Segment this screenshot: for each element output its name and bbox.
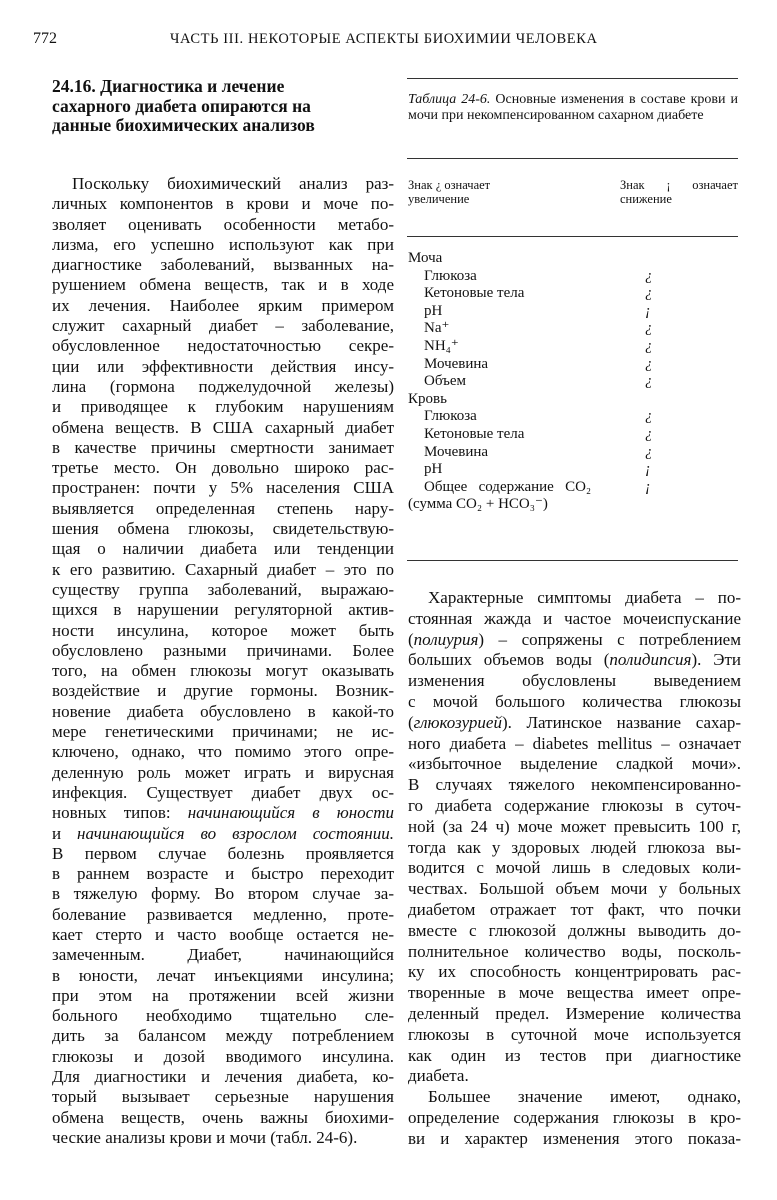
text-line [408, 630, 741, 651]
table-row [408, 479, 738, 497]
table-row-label: Общее содержание CO₂ [424, 478, 592, 495]
table-row [408, 496, 738, 514]
text-line: с мочой большого количества глюкозы [408, 691, 741, 711]
increase-mark: ¿ [645, 373, 653, 390]
text-line: новение диабета обусловлено в какой-то [52, 701, 394, 721]
text-line: глюкозы и дозой вводимого инсулина. [52, 1046, 394, 1066]
text-line: ку их способность концентрировать рас- [408, 962, 741, 982]
table-row [408, 461, 738, 479]
table-bottom-rule [407, 560, 738, 561]
text-line: лина (гормона поджелудочной железы) [52, 376, 394, 396]
text-line: водится с мочой лишь в следовых коли- [408, 858, 741, 878]
text-line: чествах. Большой объем мочи у больных [408, 879, 741, 899]
italic-term: начинающийся в юности [187, 803, 394, 823]
running-title: ЧАСТЬ III. НЕКОТОРЫЕ АСПЕКТЫ БИОХИМИИ ЧЕЛОВЕКА [170, 31, 598, 47]
page-number: 772 [33, 30, 57, 47]
text-line: рушением обмена веществ, так и в ходе [52, 275, 394, 295]
text-segment: ( [408, 712, 414, 732]
text-line: обусловленное недостаточностью секре- [52, 336, 394, 356]
table-top-rule [407, 78, 738, 79]
text-line: к его развитию. Сахарный диабет – это по [52, 559, 394, 579]
table-caption [408, 92, 738, 123]
text-line: Поскольку биохимический анализ раз- [72, 174, 394, 193]
text-line: определение содержания глюкозы в кро- [408, 1107, 741, 1127]
text-line: диабетом отражает тот факт, что почки [408, 899, 741, 919]
text-line: стоянная жажда и частое мочеиспускание [408, 608, 741, 628]
text-line: щая о наличии диабета или тенденции [52, 539, 394, 559]
text-line: выявляется определенная степень нару- [52, 498, 394, 518]
table-row [408, 426, 738, 444]
increase-mark: ¿ [645, 425, 653, 442]
table-row-label: Na⁺ [424, 320, 450, 337]
text-line: ции или эффективности действия инсу- [52, 356, 394, 376]
text-line: ключено, однако, что помимо этого опре- [52, 742, 394, 762]
text-line: обмена веществ, очень важны биохими- [52, 1107, 394, 1127]
text-line: в раннем возрасте и быстро переходит [52, 864, 394, 884]
text-line: деленный предел. Измерение количества [408, 1003, 741, 1023]
text-line: дить за балансом между потреблением [52, 1026, 394, 1046]
text-line: Характерные симптомы диабета – по- [428, 588, 741, 607]
text-line: обусловлено разными причинами. Более [52, 640, 394, 660]
text-line: обмена веществ. В США сахарный диабет [52, 417, 394, 437]
text-line: служит сахарный диабет – заболевание, [52, 316, 394, 336]
table-header-increase: Знак ¿ означает увеличение [408, 178, 491, 206]
text-line: в качестве причины смертности занимает [52, 437, 394, 457]
table-row [408, 250, 738, 268]
table-header-rule [407, 236, 738, 237]
table-row [408, 391, 738, 409]
table-row [408, 285, 738, 303]
increase-mark: ¿ [645, 285, 653, 302]
text-line: как один из тестов при диагностике [408, 1045, 741, 1065]
text-line: тогда как у здоровых людей глюкоза вы- [408, 837, 741, 857]
table-row-label: Моча [408, 250, 443, 266]
table-row-label: Кетоновые тела [424, 285, 525, 302]
text-line: и приводящее к глубоким нарушениям [52, 397, 394, 417]
section-heading: 24.16. Диагностика и лечение сахарного диабета опираются на данные биохимических анализов [52, 76, 315, 135]
text-line: третье место. Он довольно широко рас- [52, 458, 394, 478]
text-line: творенные в моче вещества имеет опре- [408, 983, 741, 1003]
table-row [408, 356, 738, 374]
table-caption-label: Таблица 24-6. [408, 92, 491, 107]
italic-term: глюкозурией [413, 712, 502, 732]
text-line: кает стерто и часто вообще остается не- [52, 924, 394, 944]
text-line: ного диабета – diabetes mellitus – означает [408, 733, 741, 753]
text-line: личных компонентов в крови и моче по- [52, 194, 394, 214]
table-row-label: Кетоновые тела [424, 425, 525, 442]
text-line: «избыточное выделение сладкой мочи». [408, 754, 741, 774]
text-line: в тяжелую форму. Во втором случае за- [52, 884, 394, 904]
table-row-label: Мочевина [424, 355, 489, 372]
text-line: того, на обмен глюкозы могут оказывать [52, 661, 394, 681]
text-line [52, 824, 394, 844]
italic-term: начинающийся во взрослом состоянии. [77, 823, 394, 843]
text-line: ческие анализы крови и мочи (табл. 24-6). [52, 1127, 358, 1147]
text-line: при этом на протяжении всей жизни [52, 985, 394, 1005]
text-line: больного необходимо тщательно сле- [52, 1006, 394, 1026]
table-row-label: pH [424, 302, 443, 319]
text-line: Для диагностики и лечения диабета, ко- [52, 1067, 394, 1087]
table-row-label: Кровь [408, 390, 447, 407]
decrease-mark: ¡ [645, 302, 651, 319]
text-line: изменения обусловлены выведением [408, 671, 741, 691]
text-line: вместе с глюкозой должны выводить до- [408, 920, 741, 940]
table-row [408, 268, 738, 286]
text-line [408, 713, 741, 734]
text-segment: больших объемов воды ( [408, 650, 610, 670]
increase-mark: ¿ [645, 443, 653, 460]
table-row-label: NH₄⁺ [424, 337, 459, 354]
table-row [408, 338, 738, 356]
increase-mark: ¿ [645, 355, 653, 372]
table-row [408, 408, 738, 426]
text-line: полнительное количество воды, посколь- [408, 941, 741, 961]
table-row-label: (сумма CO₂ + HCO₃⁻) [408, 496, 548, 513]
table-row-label: Объем [424, 373, 466, 390]
text-line: болевание развивается медленно, проте- [52, 904, 394, 924]
text-line [408, 650, 741, 671]
text-line: ности инсулина, которое может быть [52, 620, 394, 640]
increase-mark: ¿ [645, 320, 653, 337]
text-segment: ) – сопряжены с потреблением [478, 629, 741, 649]
left-column-text [52, 174, 394, 1148]
increase-mark: ¿ [645, 337, 653, 354]
text-segment: ( [408, 629, 414, 649]
text-line: Большее значение имеют, однако, [428, 1087, 741, 1107]
text-line: глюкозы в суточной моче используется [408, 1024, 741, 1044]
italic-term: полиурия [413, 629, 479, 649]
table-row [408, 444, 738, 462]
table-row [408, 373, 738, 391]
text-line: зволяет оценивать особенности метабо- [52, 214, 394, 234]
table-row-label: Мочевина [424, 443, 489, 460]
table-caption-rule [407, 158, 738, 159]
text-line [52, 803, 394, 823]
text-line: В случаях тяжелого некомпенсированно- [408, 775, 741, 795]
text-line: замеченным. Диабет, начинающийся [52, 945, 394, 965]
text-line: щихся в нарушении регуляторной актив- [52, 600, 394, 620]
text-segment: новных типов: [52, 803, 188, 823]
table-row-label: Глюкоза [424, 267, 477, 284]
table-body [408, 250, 738, 514]
text-line: В первом случае болезнь проявляется [52, 843, 394, 863]
text-line: торый вызывает серьезные нарушения [52, 1087, 394, 1107]
right-column-text [408, 588, 741, 1150]
text-line: существу группа заболеваний, выражаю- [52, 579, 394, 599]
table-row-label: Глюкоза [424, 408, 477, 425]
text-line: шения обмена глюкозы, свидетельствую- [52, 519, 394, 539]
italic-term: полидипсия [609, 650, 692, 670]
text-segment: ). Латинское название сахар- [501, 712, 741, 732]
table-row [408, 303, 738, 321]
text-segment: и [52, 823, 78, 843]
text-line: го диабета содержание глюкозы в суточ- [408, 795, 741, 815]
text-line: мере генетическими причинами; не ис- [52, 722, 394, 742]
increase-mark: ¿ [645, 267, 653, 284]
text-line: инфекция. Существует диабет двух ос- [52, 782, 394, 802]
text-line: диабета. [408, 1066, 469, 1086]
table-caption-text: Основные изменения в составе крови и мочи при некомпенсированном сахарном диабете [408, 92, 738, 123]
increase-mark: ¿ [645, 408, 653, 425]
decrease-mark: ¡ [645, 461, 651, 478]
text-line: в юности, лечат инъекциями инсулина; [52, 965, 394, 985]
table-row [408, 320, 738, 338]
table-header-decrease: Знак ¡ означает снижение [620, 178, 738, 206]
text-line: их лечения. Наиболее ярким примером [52, 295, 394, 315]
text-line: пространен: почти у 5% населения США [52, 478, 394, 498]
text-line: деленную роль может играть и вирусная [52, 762, 394, 782]
text-line: диагностике заболеваний, вызванных на- [52, 255, 394, 275]
text-line: ной (за 24 ч) моче может превысить 100 г, [408, 816, 741, 836]
text-segment: ). Эти [691, 650, 741, 670]
decrease-mark: ¡ [645, 478, 651, 495]
text-line: лизма, его успешно используют как при [52, 234, 394, 254]
text-line: воздействие и другие гормоны. Возник- [52, 681, 394, 701]
text-line: ви и характер изменения этого показа- [408, 1128, 741, 1148]
table-row-label: pH [424, 461, 443, 478]
